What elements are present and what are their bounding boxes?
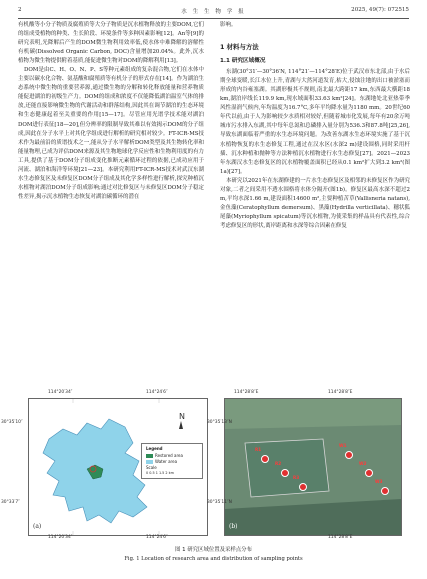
left-column [18,21,204,202]
tick-label: 30°33′7″ [1,500,20,505]
page-number: 2 [18,7,22,13]
figure-caption-cn: 图 1 研究区域位置及采样点分布 [175,547,252,553]
tick-label: 30°35′11″N [207,500,232,505]
paragraph: 东湖(30°31′—30°36′N, 114°21′—114°28′E)位于武汉市东北部,由于水后期全球变暖,长江水位上升,青湖与大然河道发育,枯大,侵蚀注地的出口被淤塞而形成的内谷雍塞湖。其湖形极其不规则,南北最大跨距17 km,东西最大横距18 km,湖泊岸线长119.9 km,现水域面积33.63 km²[24]。东湖地处北亚热带季风性湿润气候内,年均温度为16.7°C,多年平均降水量为1180 mm。20世纪60年代以前,由于人为影响较少水质相对较好,但随着城市化发展,每年有20余万吨城市污水排入东湖,其中每年总氮和总磷排入量分别为536.3和87.8吨[25,26],导致东湖面临着严重的水生态环境问题。为改善东湖水生态环境实施了基于沉水植物恢复的水生态修复工程,通过在汉水区(水深2 m)建设围格,同时采用杆插、沉水种植和抛种等方法种植沉水植物进行水生态修复[27]。2021—2023年东湖汉水生态修复区的沉水植物覆盖面积已经从0.1 km²扩大到3.2 km²(图1a)[27]。 [220,69,410,175]
lake-overview-map [28,398,208,536]
tick-label: 114°24′6″ [146,535,168,540]
paragraph: 影响。 [220,22,237,28]
scale-title: Scale [146,465,157,470]
tick-label: 114°24′6″ [146,390,168,395]
section-heading: 1 材料与方法 [220,43,259,52]
legend-title: Legend [146,446,163,451]
issue-info: 2025, 49(7): 072515 [351,7,409,13]
site-label: R3 [293,475,300,480]
tick-label: 114°20′34″ [48,390,73,395]
sampling-site-map [224,398,402,536]
legend-label: Water area [155,459,178,464]
sampling-site-marker [381,487,389,495]
right-column [220,21,410,231]
legend-item-restored [146,453,183,458]
paragraph: 本研究以2021年在东湖修建的一片水生态修复区及相邻的未修复区作为研究对象,二者之间采用不透水围格将水体分隔开(图1b)。修复区最高水深不超过2 m,平均水深1.66 m,建设面积14600 m²,主要种植苦草(Vallisneria natans),金鱼藻(Ceratophyllum demersum)、黑藻(Hydrilla verticillata)、穗状狐尾藻(Myriophyllum spicatum)等沉水植物,为使采集的样品具有代表性,综合考虑修复区的形状,离岸距离和水深等综合因素在修复 [220,177,410,229]
tick-label: 114°28′8″E [328,535,353,540]
tick-label: 114°20′34″ [48,535,73,540]
site-label: R1 [255,447,262,452]
header-rule [18,18,409,19]
subsection-heading: 1.1 研究区域概况 [220,58,266,65]
legend-label: Restored area [155,453,183,458]
paragraph: DOM是由C、H、O、N、P、S等种元素组成的复杂混合物,它们在水体中主要以碳水化合物、氨基酸和腐殖质等有机分子的形式存在[14]。作为湖泊生态系统中微生物的重要营养源,通过微生物的分解和转化释放能量和营养物质能促进湖泊的初级生产力。DOM的组成和浓度不仅能降低湖泊温室气体的排放,还能直接影响微生物的代谢活动和群落结构,因此其在调节湖泊的生态环境和生态健康起着至关重要的作用[15—17]。尽管应用光谱学技术能对湖泊DOM进行表征[18—20],但分辨率的限制导致其难以有效揭示DOM的分子组成,因此在分子水平上对其化学组成进行解析的研究相对较少。FT-ICR-MS技术作为最前沿的质谱技术之一,能从分子水平解析DOM类型及其生物转化率和能量物理,已成为评估DOM来源及其生物地球化学反应性和生物利用度的有力工具,提供了基于DOM分子组成变化推断元素循环过程的依据,已成功应用于河流、湖泊和海洋等环境[21—23]。本研究利用FT-ICR-MS技术对武汉东湖水生态修复区及未修复区DOM分子组成及其化学多样性进行解析,探究种植沉水植物对湖泊DOM分子组成影响;通过对比修复区与未修复区DOM分子稳定性差异,揭示沉水植物生态恢复对湖泊碳循环的潜在 [18,67,204,200]
map-legend [141,443,203,479]
panel-label: (a) [33,523,42,530]
site-label: R2 [275,461,282,466]
journal-name: 水 生 生 物 学 报 [181,9,246,15]
aerial-photo-graphic [225,399,401,535]
tick-label: 30°35′13″N [207,420,232,425]
tick-label: 114°28′8″E [328,390,353,395]
sampling-site-marker [261,455,269,463]
figure-caption-en: Fig. 1 Location of research area and distribution of sampling points [124,556,303,562]
running-header [18,7,409,17]
scale-values: 0 0.5 1 1.5 2 km [146,471,174,475]
sampling-site-marker [281,469,289,477]
sampling-site-marker [345,451,353,459]
tick-label: 30°35′10″ [1,420,23,425]
water-swatch [146,460,153,464]
figure-1 [28,390,400,540]
tick-label: 114°28′8″E [234,390,259,395]
sampling-site-marker [365,469,373,477]
site-label: W1 [339,443,347,448]
site-label: W2 [359,461,367,466]
sampling-site-marker [299,483,307,491]
site-label: W3 [375,479,383,484]
legend-item-water [146,459,177,464]
restored-swatch [146,454,153,458]
panel-label: (b) [229,523,238,530]
svg-text:N: N [179,412,185,421]
paragraph: 有机酸等小分子物质及腐殖质等大分子物质是沉水植物释放的主要DOM,它们的组成受植物的种类、生长阶段、环境条件等多种因素影响[12]。An等[9]的研究表明,光降解后产生的DOM微生物利用效率低,使水体中难降解的溶解性有机碳(Dissolved Organic Carbon, DOC)含量增加20.04%。此外,沉水植物为微生物提供附着基质,能促进微生物对DOM的降解利用[13]。 [18,22,204,65]
